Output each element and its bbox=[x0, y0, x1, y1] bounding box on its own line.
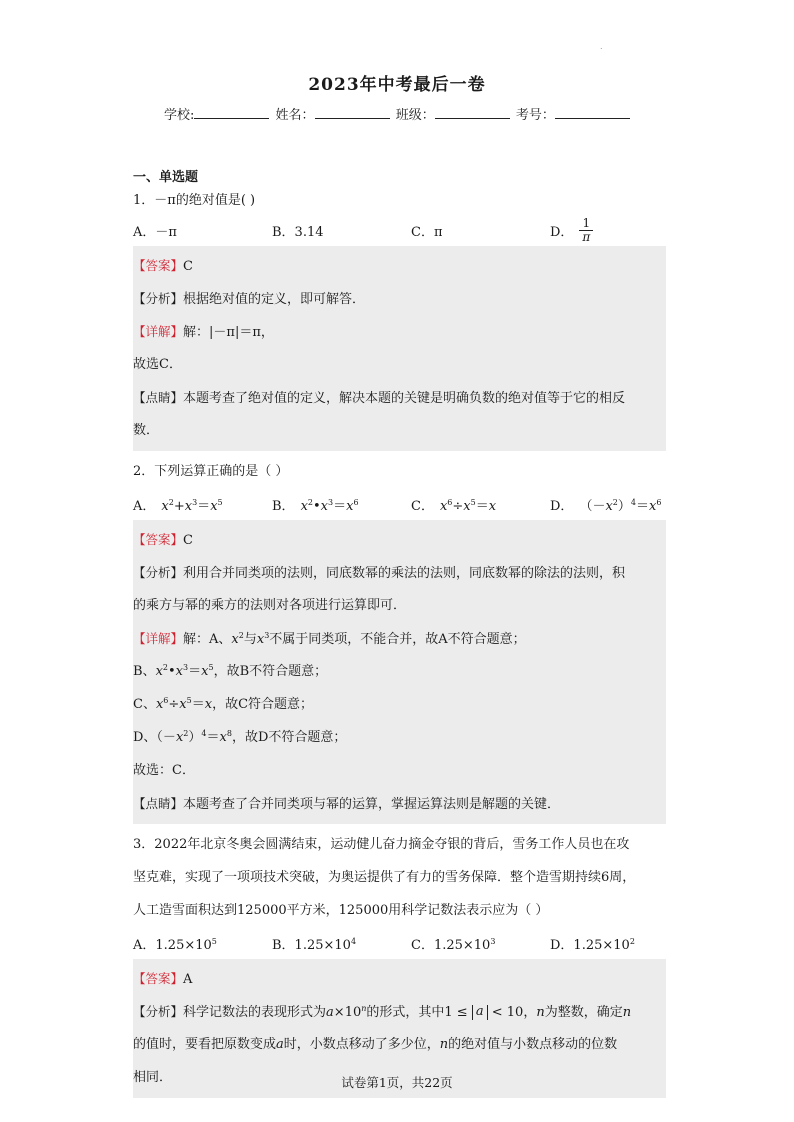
comment-tag: 【点睛】 bbox=[133, 796, 184, 811]
page-footer: 试卷第1页，共22页 bbox=[341, 1075, 453, 1090]
q1-comment-cont: 数． bbox=[133, 423, 160, 438]
number-blank[interactable] bbox=[555, 106, 630, 119]
q3-analysis-end: 相同． bbox=[133, 1070, 173, 1085]
q2-detail-c-text: ，故C符合题意； bbox=[212, 697, 314, 712]
q3-answer bbox=[133, 962, 666, 995]
q1-answer-value: C bbox=[183, 259, 193, 274]
q1-analysis-text: 根据绝对值的定义，即可解答． bbox=[183, 292, 366, 307]
q3-answer-value: A bbox=[183, 972, 193, 987]
q2-option-b: B． $x^2•x^3=x^6$ bbox=[272, 497, 359, 514]
q2-analysis-text-1: 利用合并同类项的法则，同底数幂的乘法的法则，同底数幂的除法的法则，积 bbox=[183, 566, 626, 581]
q3-option-a: A．$1.25\times 10^5$ bbox=[133, 936, 217, 953]
q2-solution-box bbox=[133, 520, 666, 824]
answer-tag: 【答案】 bbox=[133, 258, 184, 273]
q2-options bbox=[133, 488, 663, 520]
class-blank[interactable] bbox=[435, 106, 510, 119]
name-label: 姓名： bbox=[275, 108, 315, 123]
q2-detail-c: C、$x^6\div x^5=x$，故C符合题意； bbox=[133, 696, 314, 712]
q3-stem-1: 3．2022年北京冬奥会圆满结束，运动健儿奋力摘金夺银的背后，雪务工作人员也在攻 bbox=[133, 837, 630, 852]
fraction-numerator: 1 bbox=[579, 217, 593, 231]
q2-option-c: C． $x^6\div x^5=x$ bbox=[411, 497, 497, 514]
comment-tag: 【点睛】 bbox=[133, 390, 184, 405]
q1-stem: 1．－π的绝对值是( ) bbox=[133, 193, 256, 208]
answer-tag: 【答案】 bbox=[133, 532, 184, 547]
questions-content bbox=[133, 188, 663, 1098]
q3-analysis-cont: 的值时，要看把原数变成a时，小数点移动了多少位，n的绝对值与小数点移动的位数 bbox=[133, 1037, 618, 1052]
page-title: 2023年中考最后一卷 bbox=[308, 75, 486, 95]
q1-analysis bbox=[133, 282, 666, 315]
analysis-tag: 【分析】 bbox=[133, 565, 184, 580]
q1-option-d-label: D． bbox=[550, 224, 574, 240]
class-label: 班级： bbox=[395, 108, 435, 123]
q2-detail-d: D、$(-x^2)^4=x^8$，故D不符合题意； bbox=[133, 729, 347, 745]
q2-analysis-cont: 的乘方与幂的乘方的法则对各项进行运算即可． bbox=[133, 598, 407, 613]
q2-detail-d-text: ，故D不符合题意； bbox=[231, 730, 347, 745]
q2-comment bbox=[133, 787, 666, 820]
q1-detail bbox=[133, 315, 666, 348]
detail-tag: 【详解】 bbox=[133, 631, 184, 646]
q2-stem: 2．下列运算正确的是（ ） bbox=[133, 464, 289, 479]
q2-detail-b-text: ，故B不符合题意； bbox=[213, 664, 328, 679]
q3-stem-2: 坚克难，实现了一项项技术突破，为奥运提供了有力的雪务保障．整个造雪期持续6周， bbox=[133, 870, 636, 885]
school-label: 学校: bbox=[164, 108, 195, 123]
q1-comment-text-1: 本题考查了绝对值的定义，解决本题的关键是明确负数的绝对值等于它的相反 bbox=[183, 391, 626, 406]
fraction-denominator: π bbox=[582, 229, 591, 244]
detail-tag: 【详解】 bbox=[133, 324, 184, 339]
q3-analysis: 【分析】科学记数法的表现形式为$a\times 10^n$的形式，其中1 ≤ a < 10，n为整数，确定n bbox=[133, 1004, 632, 1020]
corner-dot: . bbox=[600, 42, 603, 51]
analysis-tag: 【分析】 bbox=[133, 1004, 184, 1019]
name-blank[interactable] bbox=[315, 106, 390, 119]
q2-detail-a-text: 不属于同类项，不能合并，故A不符合题意； bbox=[269, 632, 526, 647]
q2-answer-value: C bbox=[183, 533, 193, 548]
q1-answer bbox=[133, 249, 666, 282]
q1-option-a: A．－π bbox=[133, 224, 177, 240]
q3-option-c: C．$1.25\times 10^3$ bbox=[411, 936, 496, 953]
q1-conclusion: 故选C． bbox=[133, 357, 182, 372]
number-label: 考号： bbox=[515, 108, 555, 123]
q3-option-b: B．$1.25\times 10^4$ bbox=[272, 936, 357, 953]
student-info-line bbox=[164, 104, 644, 123]
analysis-tag: 【分析】 bbox=[133, 291, 184, 306]
q1-option-c: C．π bbox=[411, 224, 443, 240]
q1-option-d bbox=[550, 217, 593, 244]
q2-conclusion: 故选：C． bbox=[133, 763, 195, 778]
q3-stem-3: 人工造雪面积达到125000平方米，125000用科学记数法表示应为（ ） bbox=[133, 903, 549, 918]
q3-option-d: D．$1.25\times 10^2$ bbox=[550, 936, 635, 953]
q2-analysis bbox=[133, 556, 666, 589]
section-title: 一、单选题 bbox=[133, 170, 199, 185]
q2-comment-text: 本题考查了合并同类项与幂的运算，掌握运算法则是解题的关键． bbox=[183, 797, 561, 812]
q1-options bbox=[133, 214, 663, 246]
q2-detail-b: B、$x^2•x^3=x^5$，故B不符合题意； bbox=[133, 663, 328, 679]
q1-detail-text: 解：|－π|＝π， bbox=[183, 325, 274, 340]
q1-option-d-fraction bbox=[579, 217, 593, 244]
answer-tag: 【答案】 bbox=[133, 971, 184, 986]
q2-answer bbox=[133, 523, 666, 556]
q1-comment bbox=[133, 381, 666, 414]
q1-solution-box bbox=[133, 246, 666, 451]
q3-options bbox=[133, 927, 663, 959]
q2-option-d: D． $(-x^2)^4=x^6$ bbox=[550, 497, 662, 514]
q2-detail-a: 【详解】解：A、$x^2$与$x^3$不属于同类项，不能合并，故A不符合题意； bbox=[133, 631, 526, 647]
q1-option-b: B．3.14 bbox=[272, 224, 324, 240]
school-blank[interactable] bbox=[194, 106, 269, 119]
q2-option-a: A． $x^2+x^3=x^5$ bbox=[133, 497, 223, 514]
